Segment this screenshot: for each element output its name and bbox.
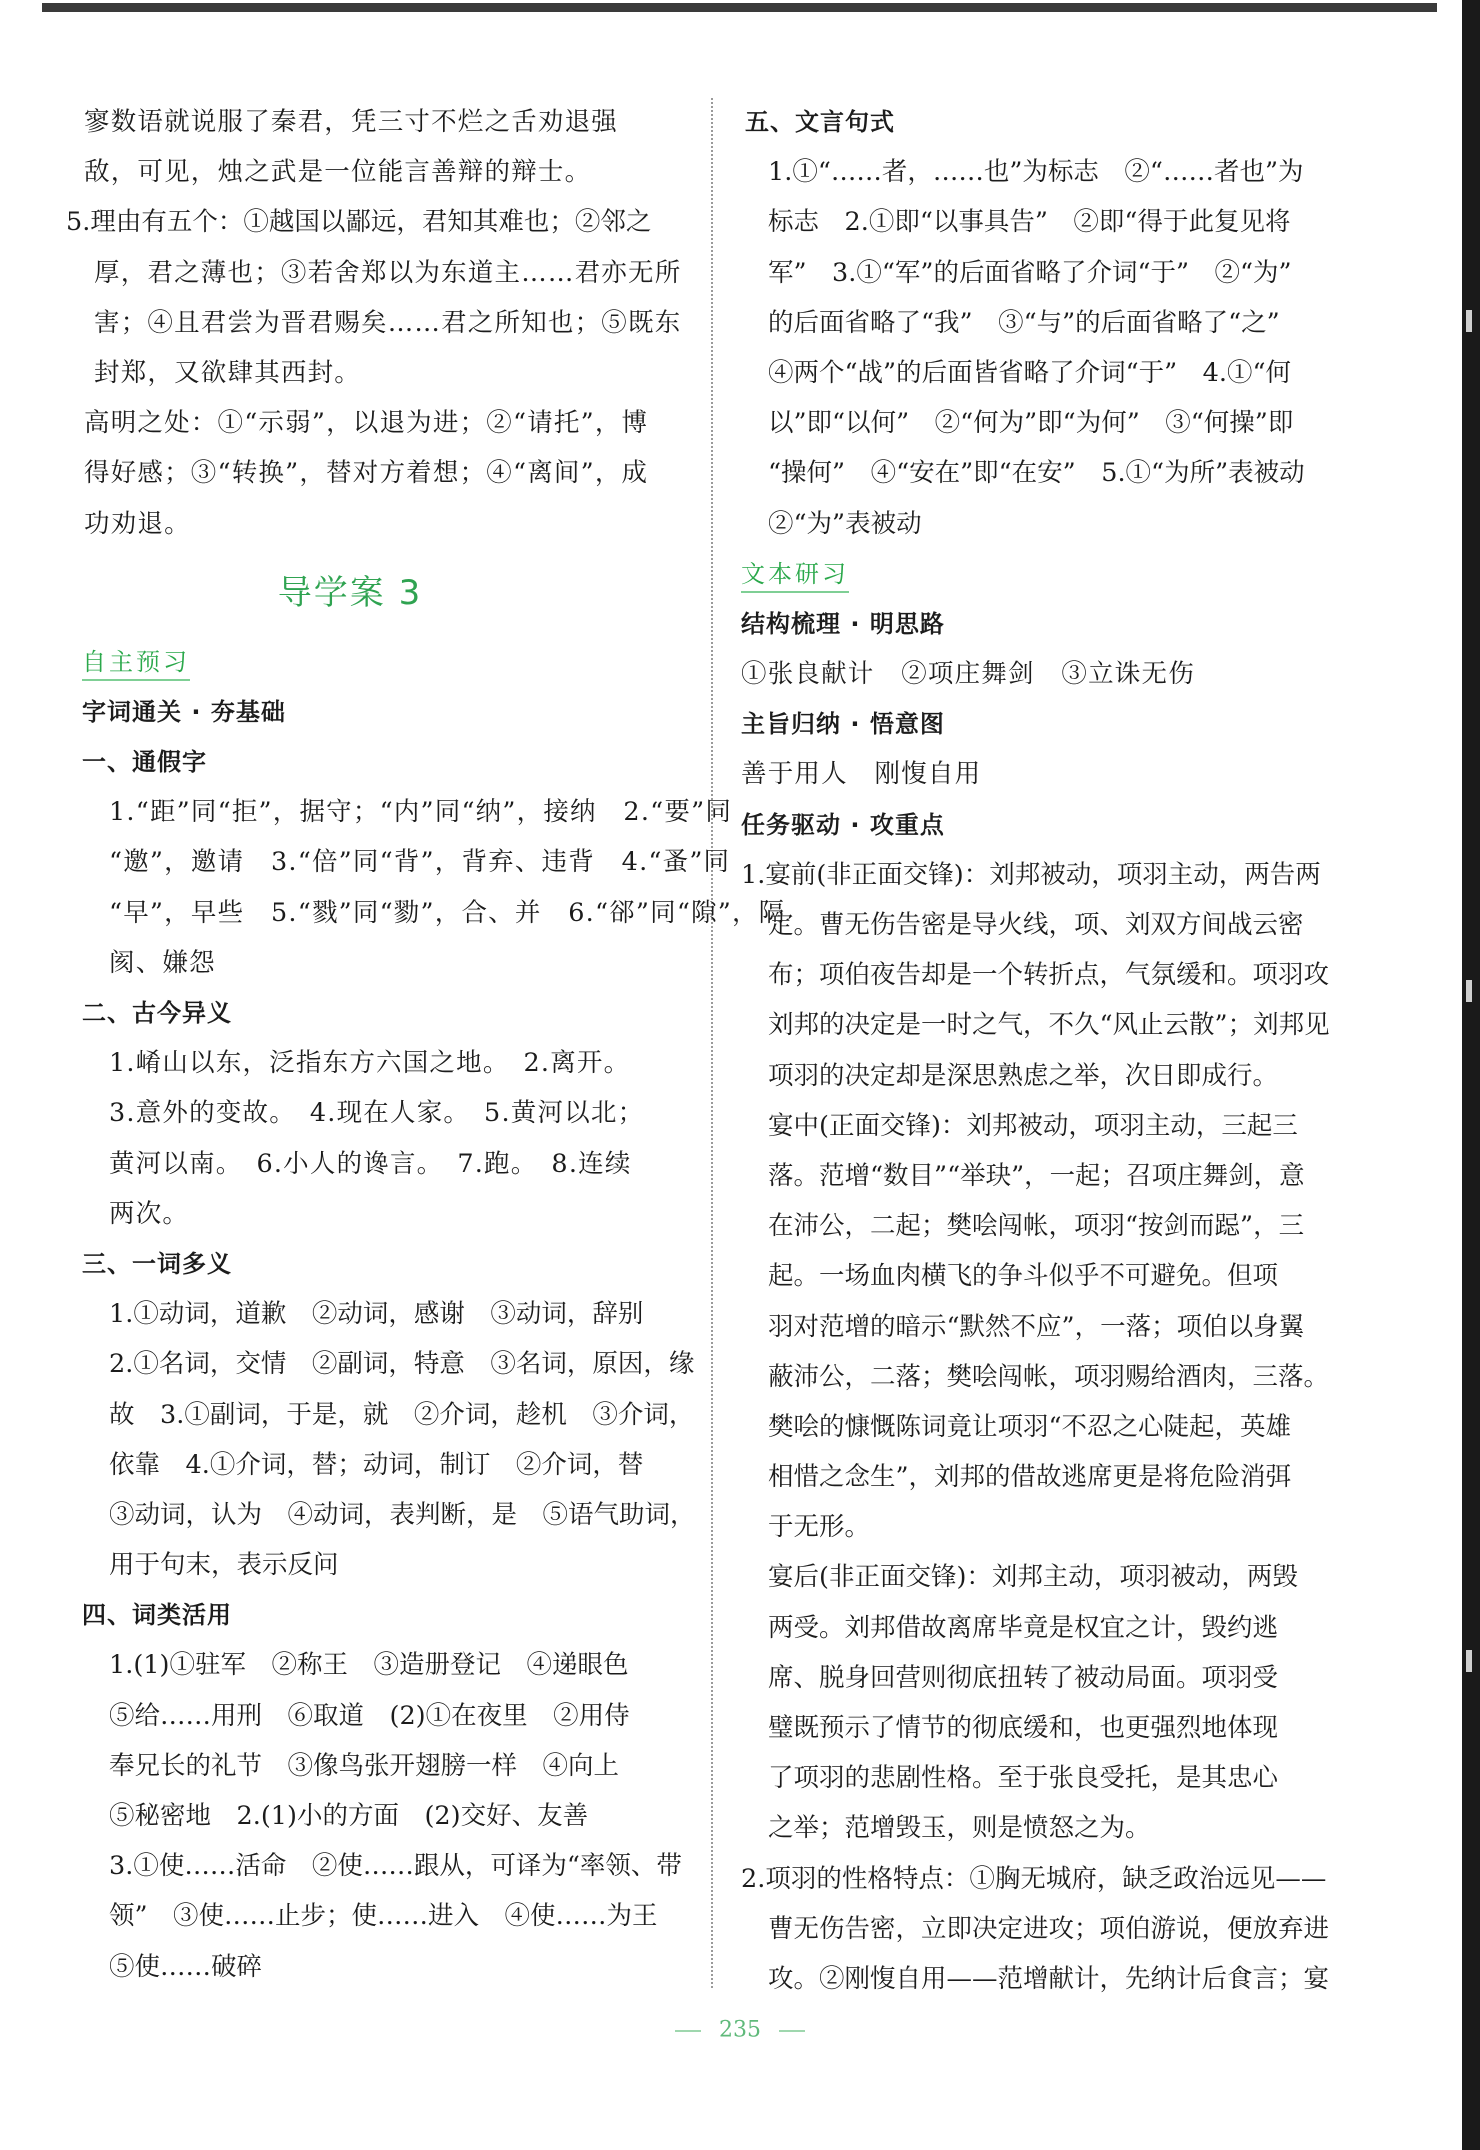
text-line: 阂、嫌怨 <box>109 947 216 978</box>
subsection-heading: 结构梳理 · 明思路 <box>741 609 945 638</box>
page-footer <box>0 2010 1480 2050</box>
column-divider <box>711 98 713 1988</box>
text-line: 宴中(正面交锋)：刘邦被动，项羽主动，三起三 <box>768 1110 1298 1141</box>
text-line: ④两个“战”的后面皆省略了介词“于” 4.①“何 <box>768 357 1292 388</box>
page-number: 235 <box>719 2017 761 2043</box>
text-line: 2.项羽的性格特点：①胸无城府，缺乏政治远见—— <box>741 1863 1327 1894</box>
text-line: 敌，可见，烛之武是一位能言善辩的辩士。 <box>84 157 592 188</box>
text-line: ⑤使……破碎 <box>109 1951 263 1982</box>
text-line: 1.①动词，道歉 ②动词，感谢 ③动词，辞别 <box>109 1299 644 1330</box>
text-line: 1.(1)①驻军 ②称王 ③造册登记 ④递眼色 <box>109 1650 629 1681</box>
text-line: 璧既预示了情节的彻底缓和，也更强烈地体现 <box>768 1713 1279 1743</box>
text-line: 故 3.①副词，于是，就 ②介词，趁机 ③介词， <box>109 1399 695 1430</box>
heading-wenyanjushi: 五、文言句式 <box>745 108 895 136</box>
text-line: 以”即“以何” ②“何为”即“为何” ③“何操”即 <box>768 408 1294 439</box>
text-line: 曹无伤告密，立即决定进攻；项伯游说，便放弃进 <box>768 1913 1330 1944</box>
text-line: 领” ③使……止步；使……进入 ④使……为王 <box>109 1901 658 1932</box>
highlight-paragraph <box>84 398 696 549</box>
text-line: 在沛公，二起；樊哙闯帐，项羽“按剑而跽”，三 <box>768 1211 1305 1242</box>
text-line: 1.①“……者，……也”为标志 ②“……者也”为 <box>768 157 1304 188</box>
subsection-heading: 任务驱动 · 攻重点 <box>741 810 945 839</box>
heading-tongjiazi: 一、通假字 <box>82 748 207 777</box>
text-line: 刘邦的决定是一时之气，不久“风止云散”；刘邦见 <box>768 1010 1330 1041</box>
text-line: 布；项伯夜告却是一个转折点，气氛缓和。项羽攻 <box>768 960 1330 991</box>
text-line: 羽对范增的暗示“默然不应”，一落；项伯以身翼 <box>768 1311 1305 1342</box>
text-line: ⑤秘密地 2.(1)小的方面 (2)交好、友善 <box>109 1801 589 1831</box>
text-line: 用于句末，表示反问 <box>109 1550 339 1581</box>
text-line: 于无形。 <box>768 1512 871 1543</box>
text-line: 席、脱身回营则彻底扭转了被动局面。项羽受 <box>768 1662 1279 1693</box>
text-line: 樊哙的慷慨陈词竟让项羽“不忍之心陡起，英雄 <box>768 1411 1292 1442</box>
text-line: 了项羽的悲剧性格。至于张良受托，是其忠心 <box>768 1763 1279 1794</box>
footer-rule <box>779 2030 805 2032</box>
section-title: 导学案 3 <box>277 572 423 613</box>
subsection-heading: 主旨归纳 · 悟意图 <box>741 710 945 739</box>
text-line: 定。曹无伤告密是导火线，项、刘双方间战云密 <box>768 910 1304 940</box>
right-scan-edge <box>1462 0 1480 2150</box>
top-scan-edge <box>42 3 1437 12</box>
text-line: 宴后(非正面交锋)：刘邦主动，项羽被动，两毁 <box>768 1562 1298 1593</box>
text-line: 黄河以南。 6.小人的谗言。 7.跑。 8.连续 <box>109 1148 632 1179</box>
text-line: 军” 3.①“军”的后面省略了介词“于” ②“为” <box>768 257 1292 288</box>
text-line: 寥数语就说服了秦君，凭三寸不烂之舌劝退强 <box>84 107 619 137</box>
text-line: 3.意外的变故。 4.现在人家。 5.黄河以北； <box>109 1098 645 1129</box>
section-tag-label: 文本研习 <box>741 559 849 593</box>
text-line: 得好感；③“转换”，替对方着想；④“离间”，成 <box>84 458 649 489</box>
text-line: 2.①名词，交情 ②副词，特意 ③名词，原因，缘 <box>109 1349 695 1380</box>
text-line: “操何” ④“安在”即“在安” 5.①“为所”表被动 <box>768 458 1305 489</box>
text-line: “早”，早些 5.“戮”同“勠”，合、并 6.“郤”同“隙”，隔 <box>109 897 786 928</box>
text-line: 1.宴前(非正面交锋)：刘邦被动，项羽主动，两告两 <box>741 859 1321 890</box>
text-line: 依靠 4.①介词，替；动词，制订 ②介词，替 <box>109 1449 644 1480</box>
subsection-heading: 字词通关 · 夯基础 <box>82 697 286 726</box>
section-tag <box>741 549 1357 599</box>
heading-yiciduoyi: 三、一词多义 <box>82 1249 232 1278</box>
heading-cileihuoyong: 四、词类活用 <box>82 1601 232 1630</box>
task-answer-2 <box>741 1854 1357 2005</box>
text-line: ③动词，认为 ④动词，表判断，是 ⑤语气助词， <box>109 1499 696 1530</box>
text-line: 封郑，又欲肆其西封。 <box>94 357 362 388</box>
text-line: 起。一场血肉横飞的争斗似乎不可避免。但项 <box>768 1261 1279 1292</box>
text-line: 厚，君之薄也；③若舍郑以为东道主……君亦无所 <box>94 257 682 288</box>
text-line: 1.“距”同“拒”，据守；“内”同“纳”，接纳 2.“要”同 <box>109 797 733 828</box>
text-line: 攻。②刚愎自用——范增献计，先纳计后食言；宴 <box>768 1963 1330 1994</box>
task-answer-1 <box>741 850 1357 1854</box>
text-line: 高明之处：①“示弱”，以退为进；②“请托”，博 <box>84 408 649 439</box>
section-tag-label: 自主预习 <box>82 647 190 681</box>
text-line: 5.理由有五个：①越国以鄙远，君知其难也；②邻之 <box>66 207 652 238</box>
text-line: 3.①使……活命 ②使……跟从，可译为“率领、带 <box>109 1851 682 1882</box>
text-line: 两次。 <box>109 1198 190 1229</box>
text-line: 奉兄长的礼节 ③像鸟张开翅膀一样 ④向上 <box>109 1750 620 1781</box>
section-tag <box>82 637 696 687</box>
text-line: 两受。刘邦借故离席毕竟是权宜之计，毁约逃 <box>768 1612 1279 1643</box>
heading-gujinyiyi: 二、古今异义 <box>82 999 232 1027</box>
footer-rule <box>675 2030 701 2032</box>
continued-paragraph <box>84 97 696 197</box>
text-line: 蔽沛公，二落；樊哙闯帐，项羽赐给酒肉，三落。 <box>768 1361 1330 1392</box>
text-line: 的后面省略了“我” ③“与”的后面省略了“之” <box>768 307 1280 338</box>
text-line: ⑤给……用刑 ⑥取道 (2)①在夜里 ②用侍 <box>109 1700 630 1731</box>
text-line: 功劝退。 <box>84 508 191 539</box>
left-column <box>66 97 786 1992</box>
text-line: ①张良献计 ②项庄舞剑 ③立诛无伤 <box>741 659 1195 690</box>
answer-5 <box>66 197 696 398</box>
text-line: 善于用人 刚愎自用 <box>741 759 982 790</box>
text-line: 项羽的决定却是深思熟虑之举，次日即成行。 <box>768 1060 1279 1091</box>
text-line: “邀”，邀请 3.“倍”同“背”，背弃、违背 4.“蚤”同 <box>109 847 731 878</box>
text-line: 标志 2.①即“以事具告” ②即“得于此复见将 <box>768 207 1291 238</box>
text-line: ②“为”表被动 <box>768 508 922 539</box>
text-line: 落。范增“数目”“举玦”，一起；召项庄舞剑，意 <box>768 1160 1305 1191</box>
answer-sentence-patterns <box>741 147 1357 549</box>
text-line: 1.崤山以东，泛指东方六国之地。 2.离开。 <box>109 1048 631 1079</box>
text-line: 之举；范增毁玉，则是愤怒之为。 <box>768 1813 1151 1844</box>
text-line: 相惜之念生”，刘邦的借故逃席更是将危险消弭 <box>768 1462 1292 1493</box>
text-line: 害；④且君尝为晋君赐矣……君之所知也；⑤既东 <box>94 307 682 338</box>
right-column <box>741 97 1357 2004</box>
